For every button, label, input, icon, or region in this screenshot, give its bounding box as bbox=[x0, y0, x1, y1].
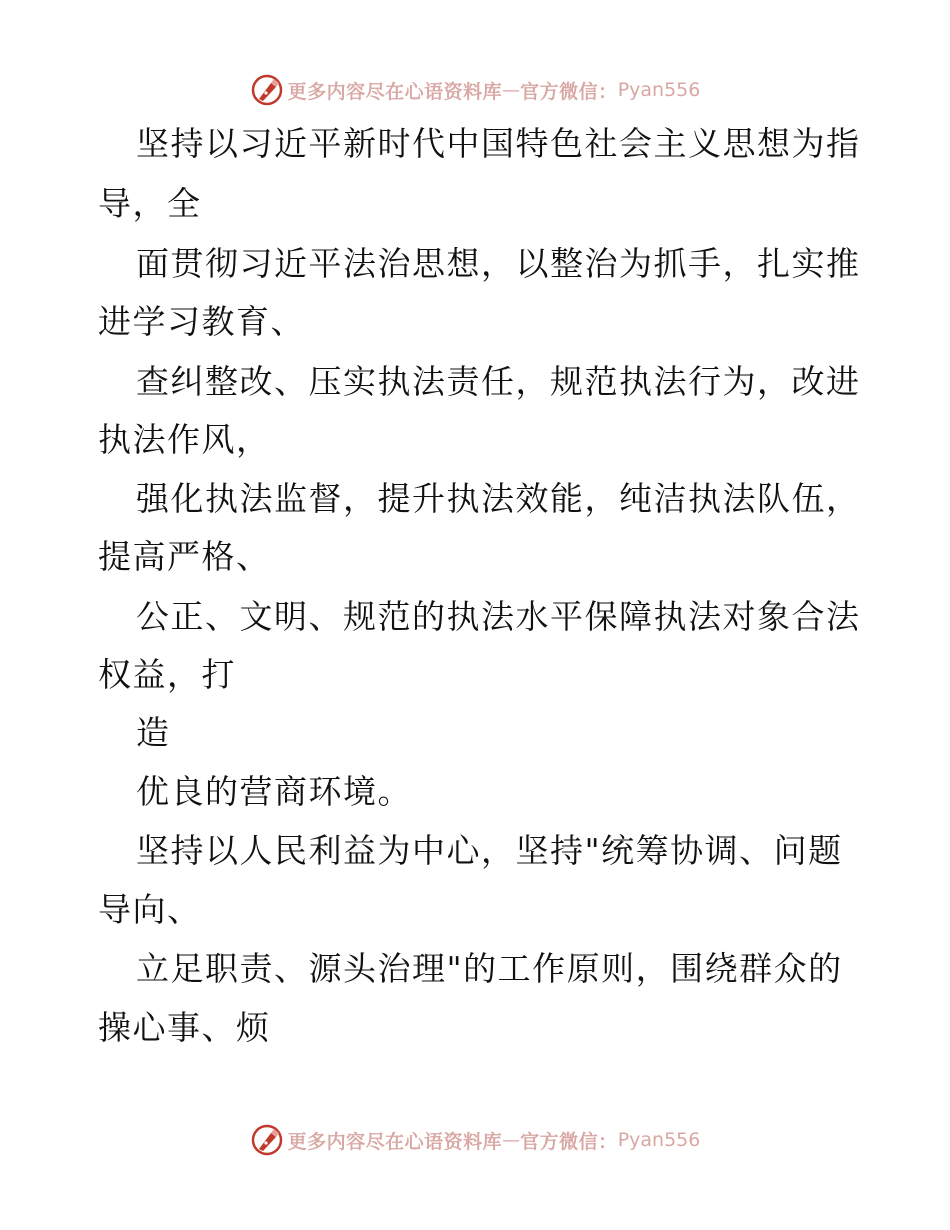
text-line: 执法作风， bbox=[98, 420, 271, 459]
text-line: 公正、文明、规范的执法水平保障执法对象合法 bbox=[136, 597, 861, 636]
text-line: 进学习教育、 bbox=[98, 302, 305, 341]
watermark-separator: — bbox=[502, 1129, 521, 1151]
text-line: 权益，打 bbox=[98, 655, 236, 694]
text-line: 立足职责、源头治理"的工作原则，围绕群众的 bbox=[136, 949, 843, 988]
text-line: 坚持以习近平新时代中国特色社会主义思想为指 bbox=[136, 124, 861, 163]
text-line: 操心事、烦 bbox=[98, 1008, 271, 1047]
watermark-wechat-label: 官方微信： bbox=[520, 80, 618, 103]
text-line: 坚持以人民利益为中心，坚持"统筹协调、问题 bbox=[136, 831, 843, 870]
pen-nib-circle-icon bbox=[250, 73, 284, 107]
watermark-handle: Pyan556 bbox=[617, 79, 701, 101]
watermark-handle: Pyan556 bbox=[617, 1129, 701, 1151]
watermark-separator: — bbox=[502, 79, 521, 101]
footer-watermark bbox=[0, 1120, 950, 1160]
text-line: 导，全 bbox=[98, 184, 202, 223]
text-line: 优良的营商环境。 bbox=[136, 772, 412, 811]
text-line: 面贯彻习近平法治思想，以整治为抓手，扎实推 bbox=[136, 244, 861, 283]
watermark-site-text: 更多内容尽在心语资料库 bbox=[287, 1130, 503, 1153]
watermark-site-text: 更多内容尽在心语资料库 bbox=[287, 80, 503, 103]
pen-nib-circle-icon bbox=[250, 1123, 284, 1157]
text-line: 提高严格、 bbox=[98, 537, 271, 576]
text-line: 造 bbox=[136, 713, 171, 752]
text-line: 导向、 bbox=[98, 890, 202, 929]
text-line: 强化执法监督，提升执法效能，纯洁执法队伍， bbox=[136, 479, 861, 518]
text-line: 查纠整改、压实执法责任，规范执法行为，改进 bbox=[136, 362, 861, 401]
header-watermark bbox=[0, 70, 950, 110]
watermark-wechat-label: 官方微信： bbox=[520, 1130, 618, 1153]
